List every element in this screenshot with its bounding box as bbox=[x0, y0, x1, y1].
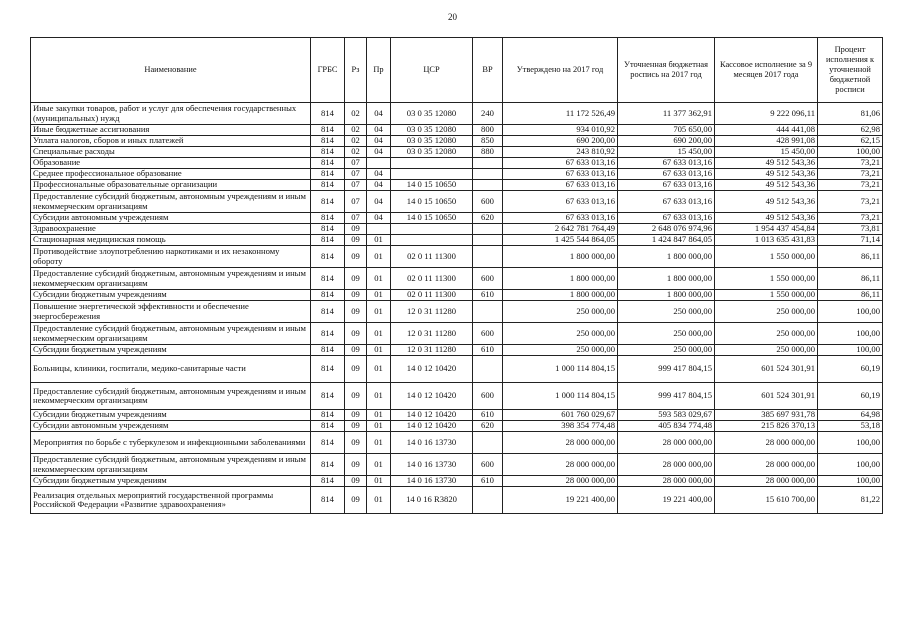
row-grbs: 814 bbox=[311, 268, 345, 290]
row-vr bbox=[473, 235, 503, 246]
row-name: Предоставление субсидий бюджетным, автономным учреждениям и иным некоммерческим организациям bbox=[31, 268, 311, 290]
row-pr: 01 bbox=[367, 383, 391, 410]
row-name: Противодействие злоупотреблению наркотиками и их незаконному обороту bbox=[31, 246, 311, 268]
row-refined: 67 633 013,16 bbox=[618, 169, 715, 180]
row-name: Мероприятия по борьбе с туберкулезом и инфекционными заболеваниями bbox=[31, 432, 311, 454]
table-row bbox=[31, 345, 883, 356]
row-csr: 12 0 31 11280 bbox=[391, 345, 473, 356]
row-rz: 09 bbox=[345, 356, 367, 383]
header-row bbox=[31, 38, 883, 103]
row-pr: 04 bbox=[367, 169, 391, 180]
row-vr: 620 bbox=[473, 421, 503, 432]
row-pr bbox=[367, 224, 391, 235]
row-grbs: 814 bbox=[311, 191, 345, 213]
row-refined: 67 633 013,16 bbox=[618, 180, 715, 191]
row-pr: 01 bbox=[367, 246, 391, 268]
row-grbs: 814 bbox=[311, 224, 345, 235]
row-cash: 15 610 700,00 bbox=[715, 487, 818, 514]
row-refined: 19 221 400,00 bbox=[618, 487, 715, 514]
row-rz: 09 bbox=[345, 487, 367, 514]
row-percent: 86,11 bbox=[818, 246, 883, 268]
row-rz: 09 bbox=[345, 301, 367, 323]
row-rz: 09 bbox=[345, 290, 367, 301]
row-pr: 01 bbox=[367, 345, 391, 356]
row-vr: 240 bbox=[473, 103, 503, 125]
table-row bbox=[31, 180, 883, 191]
row-refined: 1 800 000,00 bbox=[618, 290, 715, 301]
row-approved: 67 633 013,16 bbox=[503, 191, 618, 213]
row-percent: 86,11 bbox=[818, 290, 883, 301]
row-csr bbox=[391, 169, 473, 180]
row-vr bbox=[473, 246, 503, 268]
row-pr: 01 bbox=[367, 421, 391, 432]
row-grbs: 814 bbox=[311, 290, 345, 301]
row-pr: 04 bbox=[367, 125, 391, 136]
row-vr: 600 bbox=[473, 268, 503, 290]
row-cash: 15 450,00 bbox=[715, 147, 818, 158]
row-vr bbox=[473, 158, 503, 169]
row-approved: 1 800 000,00 bbox=[503, 246, 618, 268]
row-vr: 610 bbox=[473, 410, 503, 421]
row-vr: 800 bbox=[473, 125, 503, 136]
row-csr: 14 0 15 10650 bbox=[391, 213, 473, 224]
row-grbs: 814 bbox=[311, 383, 345, 410]
row-name: Иные бюджетные ассигнования bbox=[31, 125, 311, 136]
row-percent: 100,00 bbox=[818, 454, 883, 476]
row-cash: 49 512 543,36 bbox=[715, 191, 818, 213]
row-approved: 67 633 013,16 bbox=[503, 180, 618, 191]
row-approved: 601 760 029,67 bbox=[503, 410, 618, 421]
row-cash: 1 550 000,00 bbox=[715, 268, 818, 290]
row-grbs: 814 bbox=[311, 410, 345, 421]
table-row bbox=[31, 290, 883, 301]
row-name: Субсидии бюджетным учреждениям bbox=[31, 345, 311, 356]
row-approved: 67 633 013,16 bbox=[503, 213, 618, 224]
row-cash: 601 524 301,91 bbox=[715, 383, 818, 410]
row-csr: 14 0 12 10420 bbox=[391, 383, 473, 410]
row-refined: 593 583 029,67 bbox=[618, 410, 715, 421]
row-grbs: 814 bbox=[311, 169, 345, 180]
row-percent: 100,00 bbox=[818, 323, 883, 345]
row-name: Предоставление субсидий бюджетным, автономным учреждениям и иным некоммерческим организациям bbox=[31, 454, 311, 476]
row-grbs: 814 bbox=[311, 356, 345, 383]
row-percent: 73,21 bbox=[818, 158, 883, 169]
row-csr: 12 0 31 11280 bbox=[391, 301, 473, 323]
row-grbs: 814 bbox=[311, 454, 345, 476]
row-rz: 02 bbox=[345, 136, 367, 147]
row-refined: 999 417 804,15 bbox=[618, 356, 715, 383]
row-vr bbox=[473, 180, 503, 191]
row-cash: 49 512 543,36 bbox=[715, 158, 818, 169]
row-name: Предоставление субсидий бюджетным, автономным учреждениям и иным некоммерческим организациям bbox=[31, 383, 311, 410]
row-name: Больницы, клиники, госпитали, медико-санитарные части bbox=[31, 356, 311, 383]
table-row bbox=[31, 432, 883, 454]
row-refined: 67 633 013,16 bbox=[618, 213, 715, 224]
row-csr: 14 0 12 10420 bbox=[391, 356, 473, 383]
table-row bbox=[31, 301, 883, 323]
row-grbs: 814 bbox=[311, 180, 345, 191]
row-vr: 600 bbox=[473, 383, 503, 410]
table-row bbox=[31, 169, 883, 180]
header-refined: Уточненная бюджетная роспись на 2017 год bbox=[618, 38, 715, 103]
row-csr: 14 0 16 R3820 bbox=[391, 487, 473, 514]
table-row bbox=[31, 454, 883, 476]
row-rz: 09 bbox=[345, 432, 367, 454]
row-cash: 1 954 437 454,84 bbox=[715, 224, 818, 235]
row-cash: 250 000,00 bbox=[715, 301, 818, 323]
row-cash: 1 013 635 431,83 bbox=[715, 235, 818, 246]
row-vr: 600 bbox=[473, 191, 503, 213]
table-row bbox=[31, 268, 883, 290]
row-name: Уплата налогов, сборов и иных платежей bbox=[31, 136, 311, 147]
row-approved: 250 000,00 bbox=[503, 301, 618, 323]
row-grbs: 814 bbox=[311, 158, 345, 169]
row-csr: 14 0 12 10420 bbox=[391, 410, 473, 421]
header-vr: ВР bbox=[473, 38, 503, 103]
row-rz: 09 bbox=[345, 224, 367, 235]
row-grbs: 814 bbox=[311, 476, 345, 487]
row-csr: 03 0 35 12080 bbox=[391, 147, 473, 158]
row-rz: 09 bbox=[345, 345, 367, 356]
table-row bbox=[31, 246, 883, 268]
row-percent: 100,00 bbox=[818, 432, 883, 454]
row-csr: 12 0 31 11280 bbox=[391, 323, 473, 345]
row-pr: 01 bbox=[367, 410, 391, 421]
row-pr: 01 bbox=[367, 268, 391, 290]
row-cash: 1 550 000,00 bbox=[715, 246, 818, 268]
row-vr: 610 bbox=[473, 476, 503, 487]
row-grbs: 814 bbox=[311, 345, 345, 356]
row-approved: 19 221 400,00 bbox=[503, 487, 618, 514]
table-row bbox=[31, 356, 883, 383]
row-grbs: 814 bbox=[311, 136, 345, 147]
row-cash: 250 000,00 bbox=[715, 323, 818, 345]
row-cash: 28 000 000,00 bbox=[715, 476, 818, 487]
row-rz: 09 bbox=[345, 323, 367, 345]
row-approved: 1 000 114 804,15 bbox=[503, 356, 618, 383]
header-approved: Утверждено на 2017 год bbox=[503, 38, 618, 103]
row-approved: 2 642 781 764,49 bbox=[503, 224, 618, 235]
header-cash: Кассовое исполнение за 9 месяцев 2017 года bbox=[715, 38, 818, 103]
row-approved: 67 633 013,16 bbox=[503, 169, 618, 180]
row-percent: 100,00 bbox=[818, 476, 883, 487]
row-approved: 1 800 000,00 bbox=[503, 290, 618, 301]
row-refined: 250 000,00 bbox=[618, 345, 715, 356]
table-row bbox=[31, 487, 883, 514]
row-approved: 243 810,92 bbox=[503, 147, 618, 158]
row-approved: 1 425 544 864,05 bbox=[503, 235, 618, 246]
row-approved: 250 000,00 bbox=[503, 323, 618, 345]
row-rz: 07 bbox=[345, 191, 367, 213]
row-csr: 14 0 16 13730 bbox=[391, 454, 473, 476]
row-rz: 02 bbox=[345, 103, 367, 125]
row-csr: 03 0 35 12080 bbox=[391, 125, 473, 136]
row-pr bbox=[367, 158, 391, 169]
row-name: Повышение энергетической эффективности и обеспечение энергосбережения bbox=[31, 301, 311, 323]
row-cash: 601 524 301,91 bbox=[715, 356, 818, 383]
row-grbs: 814 bbox=[311, 487, 345, 514]
row-pr: 01 bbox=[367, 487, 391, 514]
row-name: Субсидии бюджетным учреждениям bbox=[31, 410, 311, 421]
row-grbs: 814 bbox=[311, 432, 345, 454]
row-csr bbox=[391, 158, 473, 169]
row-cash: 28 000 000,00 bbox=[715, 454, 818, 476]
row-grbs: 814 bbox=[311, 246, 345, 268]
row-csr: 02 0 11 11300 bbox=[391, 290, 473, 301]
row-grbs: 814 bbox=[311, 147, 345, 158]
row-csr: 02 0 11 11300 bbox=[391, 268, 473, 290]
row-rz: 09 bbox=[345, 383, 367, 410]
row-refined: 1 800 000,00 bbox=[618, 268, 715, 290]
row-csr: 02 0 11 11300 bbox=[391, 246, 473, 268]
row-refined: 250 000,00 bbox=[618, 323, 715, 345]
row-refined: 67 633 013,16 bbox=[618, 191, 715, 213]
row-pr: 04 bbox=[367, 136, 391, 147]
row-vr: 620 bbox=[473, 213, 503, 224]
header-name: Наименование bbox=[31, 38, 311, 103]
row-csr: 14 0 16 13730 bbox=[391, 476, 473, 487]
row-rz: 09 bbox=[345, 454, 367, 476]
row-cash: 215 826 370,13 bbox=[715, 421, 818, 432]
row-vr: 850 bbox=[473, 136, 503, 147]
row-cash: 49 512 543,36 bbox=[715, 169, 818, 180]
row-approved: 67 633 013,16 bbox=[503, 158, 618, 169]
row-percent: 73,21 bbox=[818, 191, 883, 213]
row-approved: 1 000 114 804,15 bbox=[503, 383, 618, 410]
row-pr: 01 bbox=[367, 301, 391, 323]
row-cash: 428 991,08 bbox=[715, 136, 818, 147]
table-row bbox=[31, 235, 883, 246]
row-csr: 14 0 16 13730 bbox=[391, 432, 473, 454]
row-refined: 2 648 076 974,96 bbox=[618, 224, 715, 235]
row-csr bbox=[391, 235, 473, 246]
row-csr bbox=[391, 224, 473, 235]
row-name: Профессиональные образовательные организации bbox=[31, 180, 311, 191]
row-vr bbox=[473, 487, 503, 514]
row-pr: 01 bbox=[367, 323, 391, 345]
row-vr: 610 bbox=[473, 345, 503, 356]
row-pr: 01 bbox=[367, 356, 391, 383]
row-grbs: 814 bbox=[311, 323, 345, 345]
row-grbs: 814 bbox=[311, 213, 345, 224]
row-rz: 09 bbox=[345, 235, 367, 246]
row-vr bbox=[473, 356, 503, 383]
row-cash: 444 441,08 bbox=[715, 125, 818, 136]
row-refined: 1 424 847 864,05 bbox=[618, 235, 715, 246]
budget-table bbox=[30, 37, 883, 514]
table-row bbox=[31, 421, 883, 432]
row-percent: 62,98 bbox=[818, 125, 883, 136]
row-percent: 73,21 bbox=[818, 213, 883, 224]
row-rz: 07 bbox=[345, 169, 367, 180]
row-vr bbox=[473, 432, 503, 454]
row-name: Субсидии автономным учреждениям bbox=[31, 421, 311, 432]
row-pr: 04 bbox=[367, 213, 391, 224]
row-refined: 999 417 804,15 bbox=[618, 383, 715, 410]
row-approved: 934 010,92 bbox=[503, 125, 618, 136]
row-refined: 15 450,00 bbox=[618, 147, 715, 158]
row-vr bbox=[473, 224, 503, 235]
row-percent: 81,22 bbox=[818, 487, 883, 514]
header-percent: Процент исполнения к уточненной бюджетной росписи bbox=[818, 38, 883, 103]
row-name: Здравоохранение bbox=[31, 224, 311, 235]
row-rz: 09 bbox=[345, 246, 367, 268]
row-name: Иные закупки товаров, работ и услуг для обеспечения государственных (муниципальных) нужд bbox=[31, 103, 311, 125]
row-rz: 09 bbox=[345, 410, 367, 421]
row-name: Среднее профессиональное образование bbox=[31, 169, 311, 180]
row-cash: 49 512 543,36 bbox=[715, 213, 818, 224]
row-name: Субсидии бюджетным учреждениям bbox=[31, 290, 311, 301]
row-percent: 62,15 bbox=[818, 136, 883, 147]
row-grbs: 814 bbox=[311, 103, 345, 125]
row-pr: 01 bbox=[367, 476, 391, 487]
row-pr: 01 bbox=[367, 454, 391, 476]
row-grbs: 814 bbox=[311, 125, 345, 136]
row-percent: 81,06 bbox=[818, 103, 883, 125]
row-refined: 28 000 000,00 bbox=[618, 476, 715, 487]
row-vr: 880 bbox=[473, 147, 503, 158]
row-approved: 690 200,00 bbox=[503, 136, 618, 147]
table-row bbox=[31, 410, 883, 421]
row-percent: 64,98 bbox=[818, 410, 883, 421]
row-percent: 71,14 bbox=[818, 235, 883, 246]
row-rz: 07 bbox=[345, 180, 367, 191]
row-csr: 14 0 12 10420 bbox=[391, 421, 473, 432]
row-rz: 02 bbox=[345, 125, 367, 136]
row-cash: 28 000 000,00 bbox=[715, 432, 818, 454]
row-grbs: 814 bbox=[311, 235, 345, 246]
table-row bbox=[31, 125, 883, 136]
row-percent: 53,18 bbox=[818, 421, 883, 432]
row-approved: 11 172 526,49 bbox=[503, 103, 618, 125]
table-row bbox=[31, 476, 883, 487]
row-name: Субсидии автономным учреждениям bbox=[31, 213, 311, 224]
row-percent: 100,00 bbox=[818, 301, 883, 323]
row-refined: 28 000 000,00 bbox=[618, 432, 715, 454]
row-refined: 28 000 000,00 bbox=[618, 454, 715, 476]
table-row bbox=[31, 224, 883, 235]
row-approved: 28 000 000,00 bbox=[503, 454, 618, 476]
row-percent: 60,19 bbox=[818, 356, 883, 383]
row-grbs: 814 bbox=[311, 421, 345, 432]
row-refined: 405 834 774,48 bbox=[618, 421, 715, 432]
row-pr: 04 bbox=[367, 180, 391, 191]
header-pr: Пр bbox=[367, 38, 391, 103]
row-pr: 01 bbox=[367, 432, 391, 454]
row-refined: 1 800 000,00 bbox=[618, 246, 715, 268]
row-csr: 14 0 15 10650 bbox=[391, 180, 473, 191]
row-csr: 14 0 15 10650 bbox=[391, 191, 473, 213]
row-percent: 100,00 bbox=[818, 147, 883, 158]
row-rz: 09 bbox=[345, 476, 367, 487]
table-row bbox=[31, 191, 883, 213]
row-percent: 86,11 bbox=[818, 268, 883, 290]
row-rz: 09 bbox=[345, 268, 367, 290]
row-percent: 73,81 bbox=[818, 224, 883, 235]
table-row bbox=[31, 383, 883, 410]
row-cash: 385 697 931,78 bbox=[715, 410, 818, 421]
row-pr: 04 bbox=[367, 191, 391, 213]
row-name: Субсидии бюджетным учреждениям bbox=[31, 476, 311, 487]
row-vr: 610 bbox=[473, 290, 503, 301]
row-refined: 11 377 362,91 bbox=[618, 103, 715, 125]
header-grbs: ГРБС bbox=[311, 38, 345, 103]
row-pr: 01 bbox=[367, 290, 391, 301]
row-cash: 9 222 096,11 bbox=[715, 103, 818, 125]
row-percent: 73,21 bbox=[818, 169, 883, 180]
row-name: Образование bbox=[31, 158, 311, 169]
row-approved: 1 800 000,00 bbox=[503, 268, 618, 290]
row-pr: 01 bbox=[367, 235, 391, 246]
table-row bbox=[31, 136, 883, 147]
row-vr: 600 bbox=[473, 454, 503, 476]
table-row bbox=[31, 213, 883, 224]
row-csr: 03 0 35 12080 bbox=[391, 103, 473, 125]
row-rz: 02 bbox=[345, 147, 367, 158]
row-csr: 03 0 35 12080 bbox=[391, 136, 473, 147]
row-vr bbox=[473, 301, 503, 323]
header-rz: Рз bbox=[345, 38, 367, 103]
row-approved: 28 000 000,00 bbox=[503, 432, 618, 454]
row-refined: 67 633 013,16 bbox=[618, 158, 715, 169]
row-vr bbox=[473, 169, 503, 180]
row-name: Реализация отдельных мероприятий государственной программы Российской Федерации «Развитие здравоохранения» bbox=[31, 487, 311, 514]
row-vr: 600 bbox=[473, 323, 503, 345]
row-cash: 49 512 543,36 bbox=[715, 180, 818, 191]
row-rz: 07 bbox=[345, 213, 367, 224]
table-row bbox=[31, 103, 883, 125]
row-percent: 100,00 bbox=[818, 345, 883, 356]
row-approved: 398 354 774,48 bbox=[503, 421, 618, 432]
page-number: 20 bbox=[448, 12, 457, 22]
row-name: Предоставление субсидий бюджетным, автономным учреждениям и иным некоммерческим организациям bbox=[31, 323, 311, 345]
table-row bbox=[31, 158, 883, 169]
row-rz: 07 bbox=[345, 158, 367, 169]
row-percent: 73,21 bbox=[818, 180, 883, 191]
header-csr: ЦСР bbox=[391, 38, 473, 103]
row-cash: 1 550 000,00 bbox=[715, 290, 818, 301]
row-pr: 04 bbox=[367, 147, 391, 158]
row-rz: 09 bbox=[345, 421, 367, 432]
row-approved: 250 000,00 bbox=[503, 345, 618, 356]
row-name: Предоставление субсидий бюджетным, автономным учреждениям и иным некоммерческим организациям bbox=[31, 191, 311, 213]
row-name: Стационарная медицинская помощь bbox=[31, 235, 311, 246]
row-grbs: 814 bbox=[311, 301, 345, 323]
row-pr: 04 bbox=[367, 103, 391, 125]
row-cash: 250 000,00 bbox=[715, 345, 818, 356]
row-refined: 705 650,00 bbox=[618, 125, 715, 136]
row-name: Специальные расходы bbox=[31, 147, 311, 158]
table-row bbox=[31, 147, 883, 158]
table-row bbox=[31, 323, 883, 345]
row-refined: 250 000,00 bbox=[618, 301, 715, 323]
row-percent: 60,19 bbox=[818, 383, 883, 410]
row-approved: 28 000 000,00 bbox=[503, 476, 618, 487]
row-refined: 690 200,00 bbox=[618, 136, 715, 147]
